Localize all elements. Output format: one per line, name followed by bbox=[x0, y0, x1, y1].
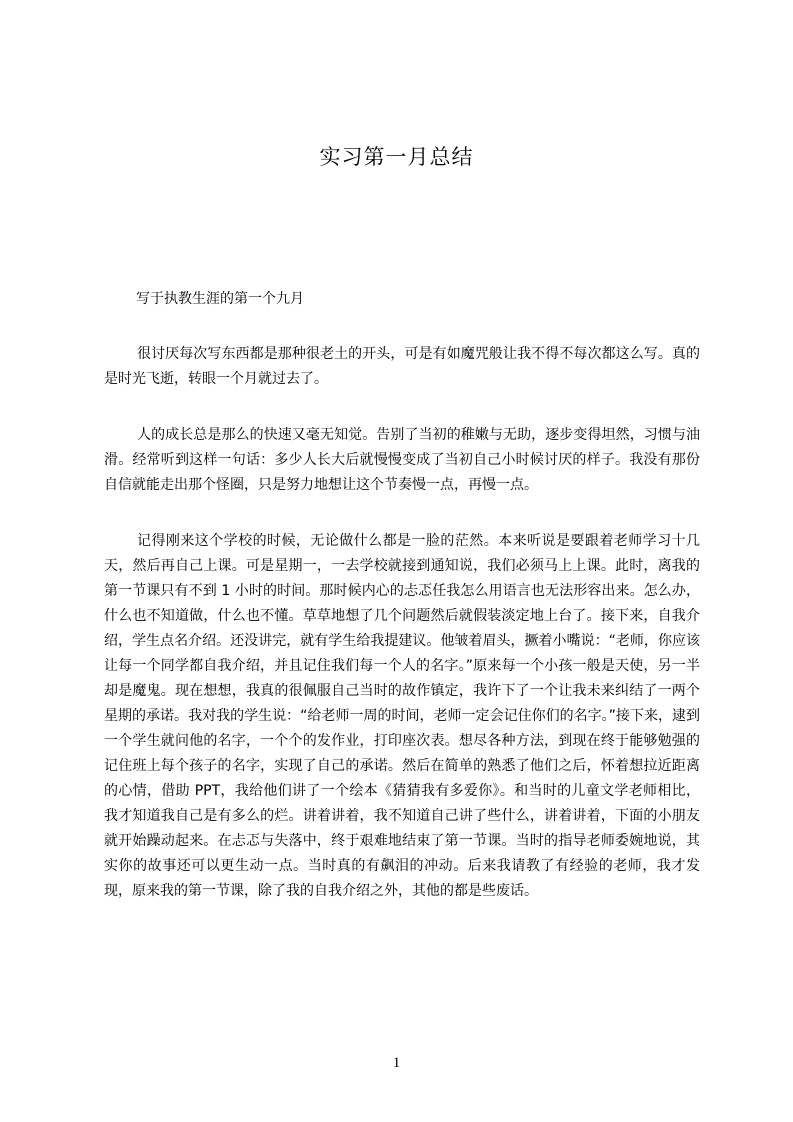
paragraph-1: 很讨厌每次写东西都是那种很老土的开头，可是有如魔咒般让我不得不每次都这么写。真的是时光飞逝，转眼一个月就过去了。 bbox=[104, 346, 700, 387]
subtitle: 写于执教生涯的第一个九月 bbox=[136, 291, 304, 307]
paragraph-3: 记得刚来这个学校的时候，无论做什么都是一脸的茫然。本来听说是要跟着老师学习十几天，然后再自己上课。可是星期一，一去学校就接到通知说，我们必须马上上课。此时，离我的第一节课只有不到 1 小时的时间。那时候内心的忐忑任我怎么用语言也无法形容出来。怎么办，什么也不知道做，什么也不懂。草草地想了几个问题然后就假装淡定地上台了。接下来，自我介绍，学生点名介绍。还没讲完，就有学生给我提建议。他皱着眉头，撅着小嘴说：“老师，你应该让每一个同学都自我介绍，并且记住我们每一个人的名字。”原来每一个小孩一般是天使，另一半却是魔鬼。现在想想，我真的很佩服自己当时的故作镇定，我许下了一个让我未来纠结了一两个星期的承诺。我对我的学生说：“给老师一周的时间，老师一定会记住你们的名字。”接下来，逮到一个学生就问他的名字，一个个的发作业，打印座次表。想尽各种方法，到现在终于能够勉强的记住班上每个孩子的名字，实现了自己的承诺。然后在简单的熟悉了他们之后，怀着想拉近距离的心情，借助 PPT，我给他们讲了一个绘本《猜猜我有多爱你》。和当时的儿童文学老师相比，我才知道我自己是有多么的烂。讲着讲着，我不知道自己讲了些什么，讲着讲着，下面的小朋友就开始躁动起来。在忐忑与失落中，终于艰难地结束了第一节课。当时的指导老师委婉地说，其实你的故事还可以更生动一点。当时真的有飙泪的冲动。后来我请教了有经验的老师，我才发现，原来我的第一节课，除了我的自我介绍之外，其他的都是些废话。 bbox=[104, 533, 700, 899]
page-title: 实习第一月总结 bbox=[319, 145, 474, 169]
paragraph-2: 人的成长总是那么的快速又毫无知觉。告别了当初的稚嫩与无助，逐步变得坦然，习惯与油滑。经常听到这样一句话：多少人长大后就慢慢变成了当初自己小时候讨厌的样子。我没有那份自信就能走出那个怪圈，只是努力地想让这个节奏慢一点，再慢一点。 bbox=[104, 427, 700, 493]
document-body bbox=[104, 342, 700, 935]
page-number: 1 bbox=[392, 1055, 401, 1071]
